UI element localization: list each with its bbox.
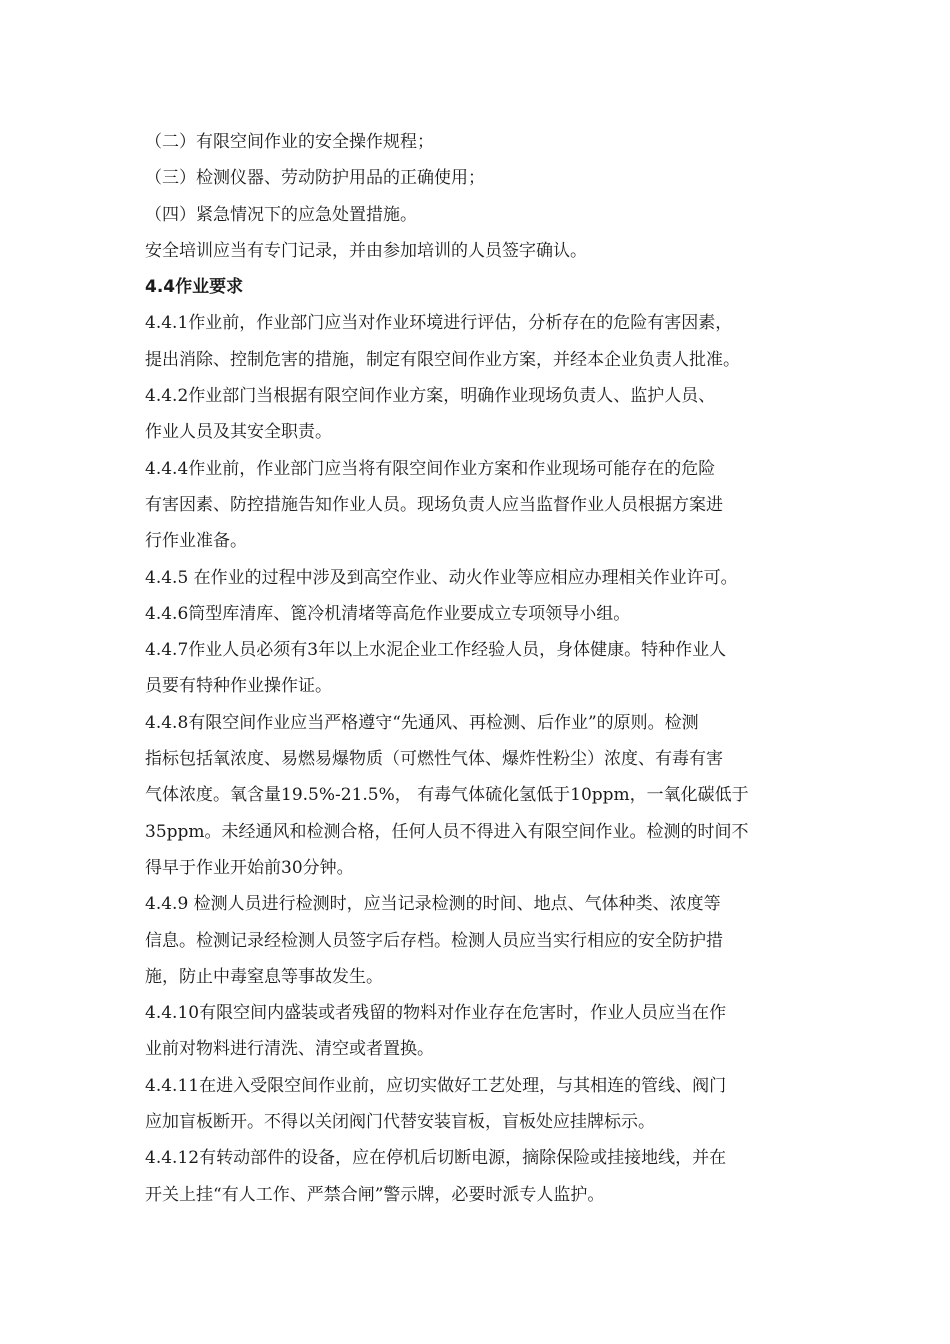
text-line: （二）有限空间作业的安全操作规程； [145, 132, 434, 152]
text-line: 4.4.4作业前，作业部门应当将有限空间作业方案和作业现场可能存在的危险 [145, 458, 716, 479]
document-body [145, 124, 815, 1213]
text-line: 得早于作业开始前30分钟。 [145, 857, 354, 878]
text-line: 4.4.6筒型库清库、篦冷机清堵等高危作业要成立专项领导小组。 [145, 603, 631, 624]
text-line: 安全培训应当有专门记录，并由参加培训的人员签字确认。 [145, 240, 587, 261]
text-line: 行作业准备。 [145, 531, 247, 552]
text-line: 信息。检测记录经检测人员签字后存档。检测人员应当实行相应的安全防护措 [145, 930, 723, 951]
text-line: 业前对物料进行清洗、清空或者置换。 [145, 1039, 434, 1060]
text-line: 施，防止中毒窒息等事故发生。 [145, 966, 383, 987]
text-line: 气体浓度。氧含量19.5%-21.5%， 有毒气体硫化氢低于10ppm，一氧化碳低于 [145, 785, 749, 806]
section-heading: 4.4作业要求 [145, 277, 244, 298]
text-line: （三）检测仪器、劳动防护用品的正确使用； [145, 168, 485, 189]
text-line: 员要有特种作业操作证。 [145, 676, 332, 697]
text-line: 开关上挂“有人工作、严禁合闸”警示牌，必要时派专人监护。 [145, 1184, 605, 1205]
text-line: 4.4.5 在作业的过程中涉及到高空作业、动火作业等应相应办理相关作业许可。 [145, 567, 738, 588]
text-line: 4.4.11在进入受限空间作业前，应切实做好工艺处理，与其相连的管线、阀门 [145, 1075, 727, 1096]
text-line: （四）紧急情况下的应急处置措施。 [145, 204, 417, 225]
text-line: 4.4.9 检测人员进行检测时，应当记录检测的时间、地点、气体种类、浓度等 [145, 894, 721, 915]
text-line: 4.4.8有限空间作业应当严格遵守“先通风、再检测、后作业”的原则。检测 [145, 712, 699, 733]
text-line: 作业人员及其安全职责。 [145, 422, 332, 443]
text-line: 4.4.12有转动部件的设备，应在停机后切断电源，摘除保险或挂接地线，并在 [145, 1148, 727, 1169]
text-line: 应加盲板断开。不得以关闭阀门代替安装盲板，盲板处应挂牌标示。 [145, 1112, 655, 1133]
text-line: 4.4.10有限空间内盛装或者残留的物料对作业存在危害时，作业人员应当在作 [145, 1003, 727, 1024]
text-line: 4.4.7作业人员必须有3年以上水泥企业工作经验人员，身体健康。特种作业人 [145, 640, 727, 661]
text-line: 4.4.2作业部门当根据有限空间作业方案，明确作业现场负责人、监护人员、 [145, 386, 716, 407]
text-line: 4.4.1作业前，作业部门应当对作业环境进行评估，分析存在的危险有害因素， [145, 313, 733, 334]
text-line: 35ppm。未经通风和检测合格，任何人员不得进入有限空间作业。检测的时间不 [145, 821, 749, 842]
text-line: 有害因素、防控措施告知作业人员。现场负责人应当监督作业人员根据方案进 [145, 494, 723, 515]
text-line: 提出消除、控制危害的措施，制定有限空间作业方案，并经本企业负责人批准。 [145, 349, 740, 370]
text-line: 指标包括氧浓度、易燃易爆物质（可燃性气体、爆炸性粉尘）浓度、有毒有害 [145, 749, 723, 770]
